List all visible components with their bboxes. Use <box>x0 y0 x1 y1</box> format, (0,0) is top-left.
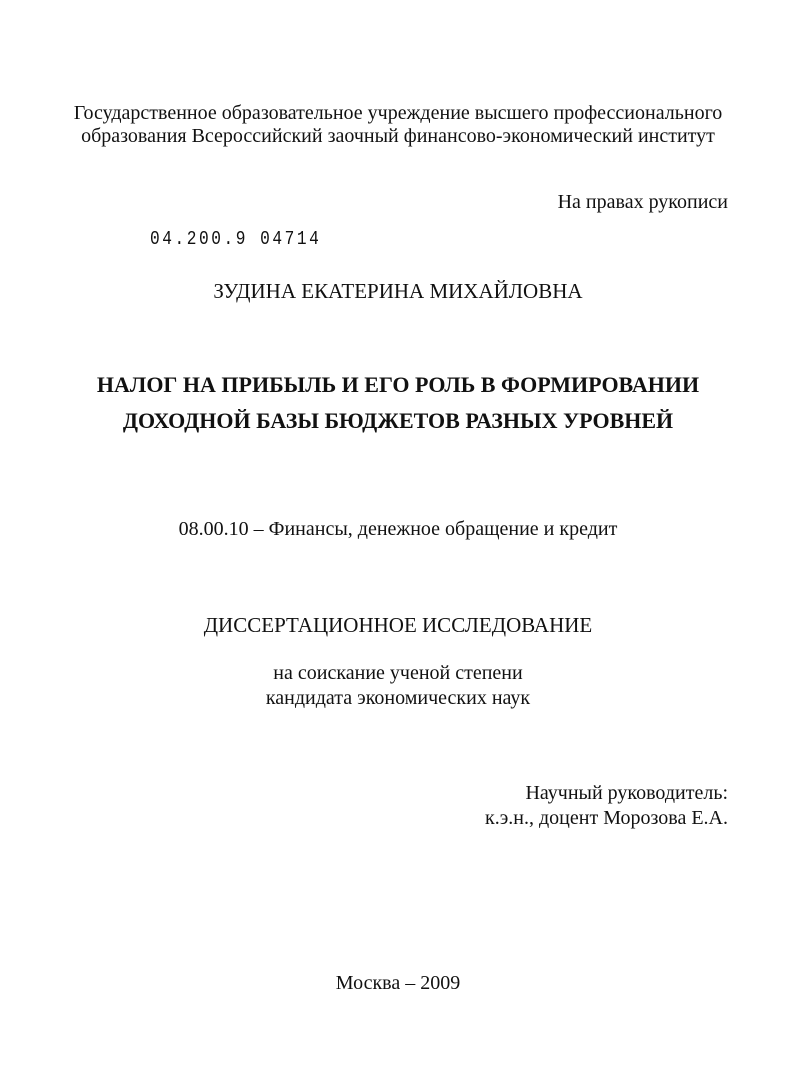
place-year: Москва – 2009 <box>335 972 461 994</box>
author-name: ЗУДИНА ЕКАТЕРИНА МИХАЙЛОВНА <box>213 279 583 303</box>
degree-line-1: на соискание ученой степени <box>273 662 523 684</box>
work-type: ДИССЕРТАЦИОННОЕ ИССЛЕДОВАНИЕ <box>203 613 593 637</box>
supervisor-name: к.э.н., доцент Морозова Е.А. <box>485 807 728 829</box>
manuscript-note: На правах рукописи <box>557 191 728 213</box>
institution-line-2: образования Всероссийский заочный финансово-экономический институт <box>81 125 715 147</box>
institution-line-1: Государственное образовательное учреждение высшего профессионального <box>73 102 723 124</box>
stamp-number: 04.200.9 04714 <box>150 228 322 250</box>
title-line-1: НАЛОГ НА ПРИБЫЛЬ И ЕГО РОЛЬ В ФОРМИРОВАНИИ <box>96 372 700 397</box>
specialty: 08.00.10 – Финансы, денежное обращение и кредит <box>178 518 618 540</box>
degree-line-2: кандидата экономических наук <box>265 687 531 709</box>
supervisor-label: Научный руководитель: <box>525 782 728 804</box>
title-line-2: ДОХОДНОЙ БАЗЫ БЮДЖЕТОВ РАЗНЫХ УРОВНЕЙ <box>122 408 674 433</box>
